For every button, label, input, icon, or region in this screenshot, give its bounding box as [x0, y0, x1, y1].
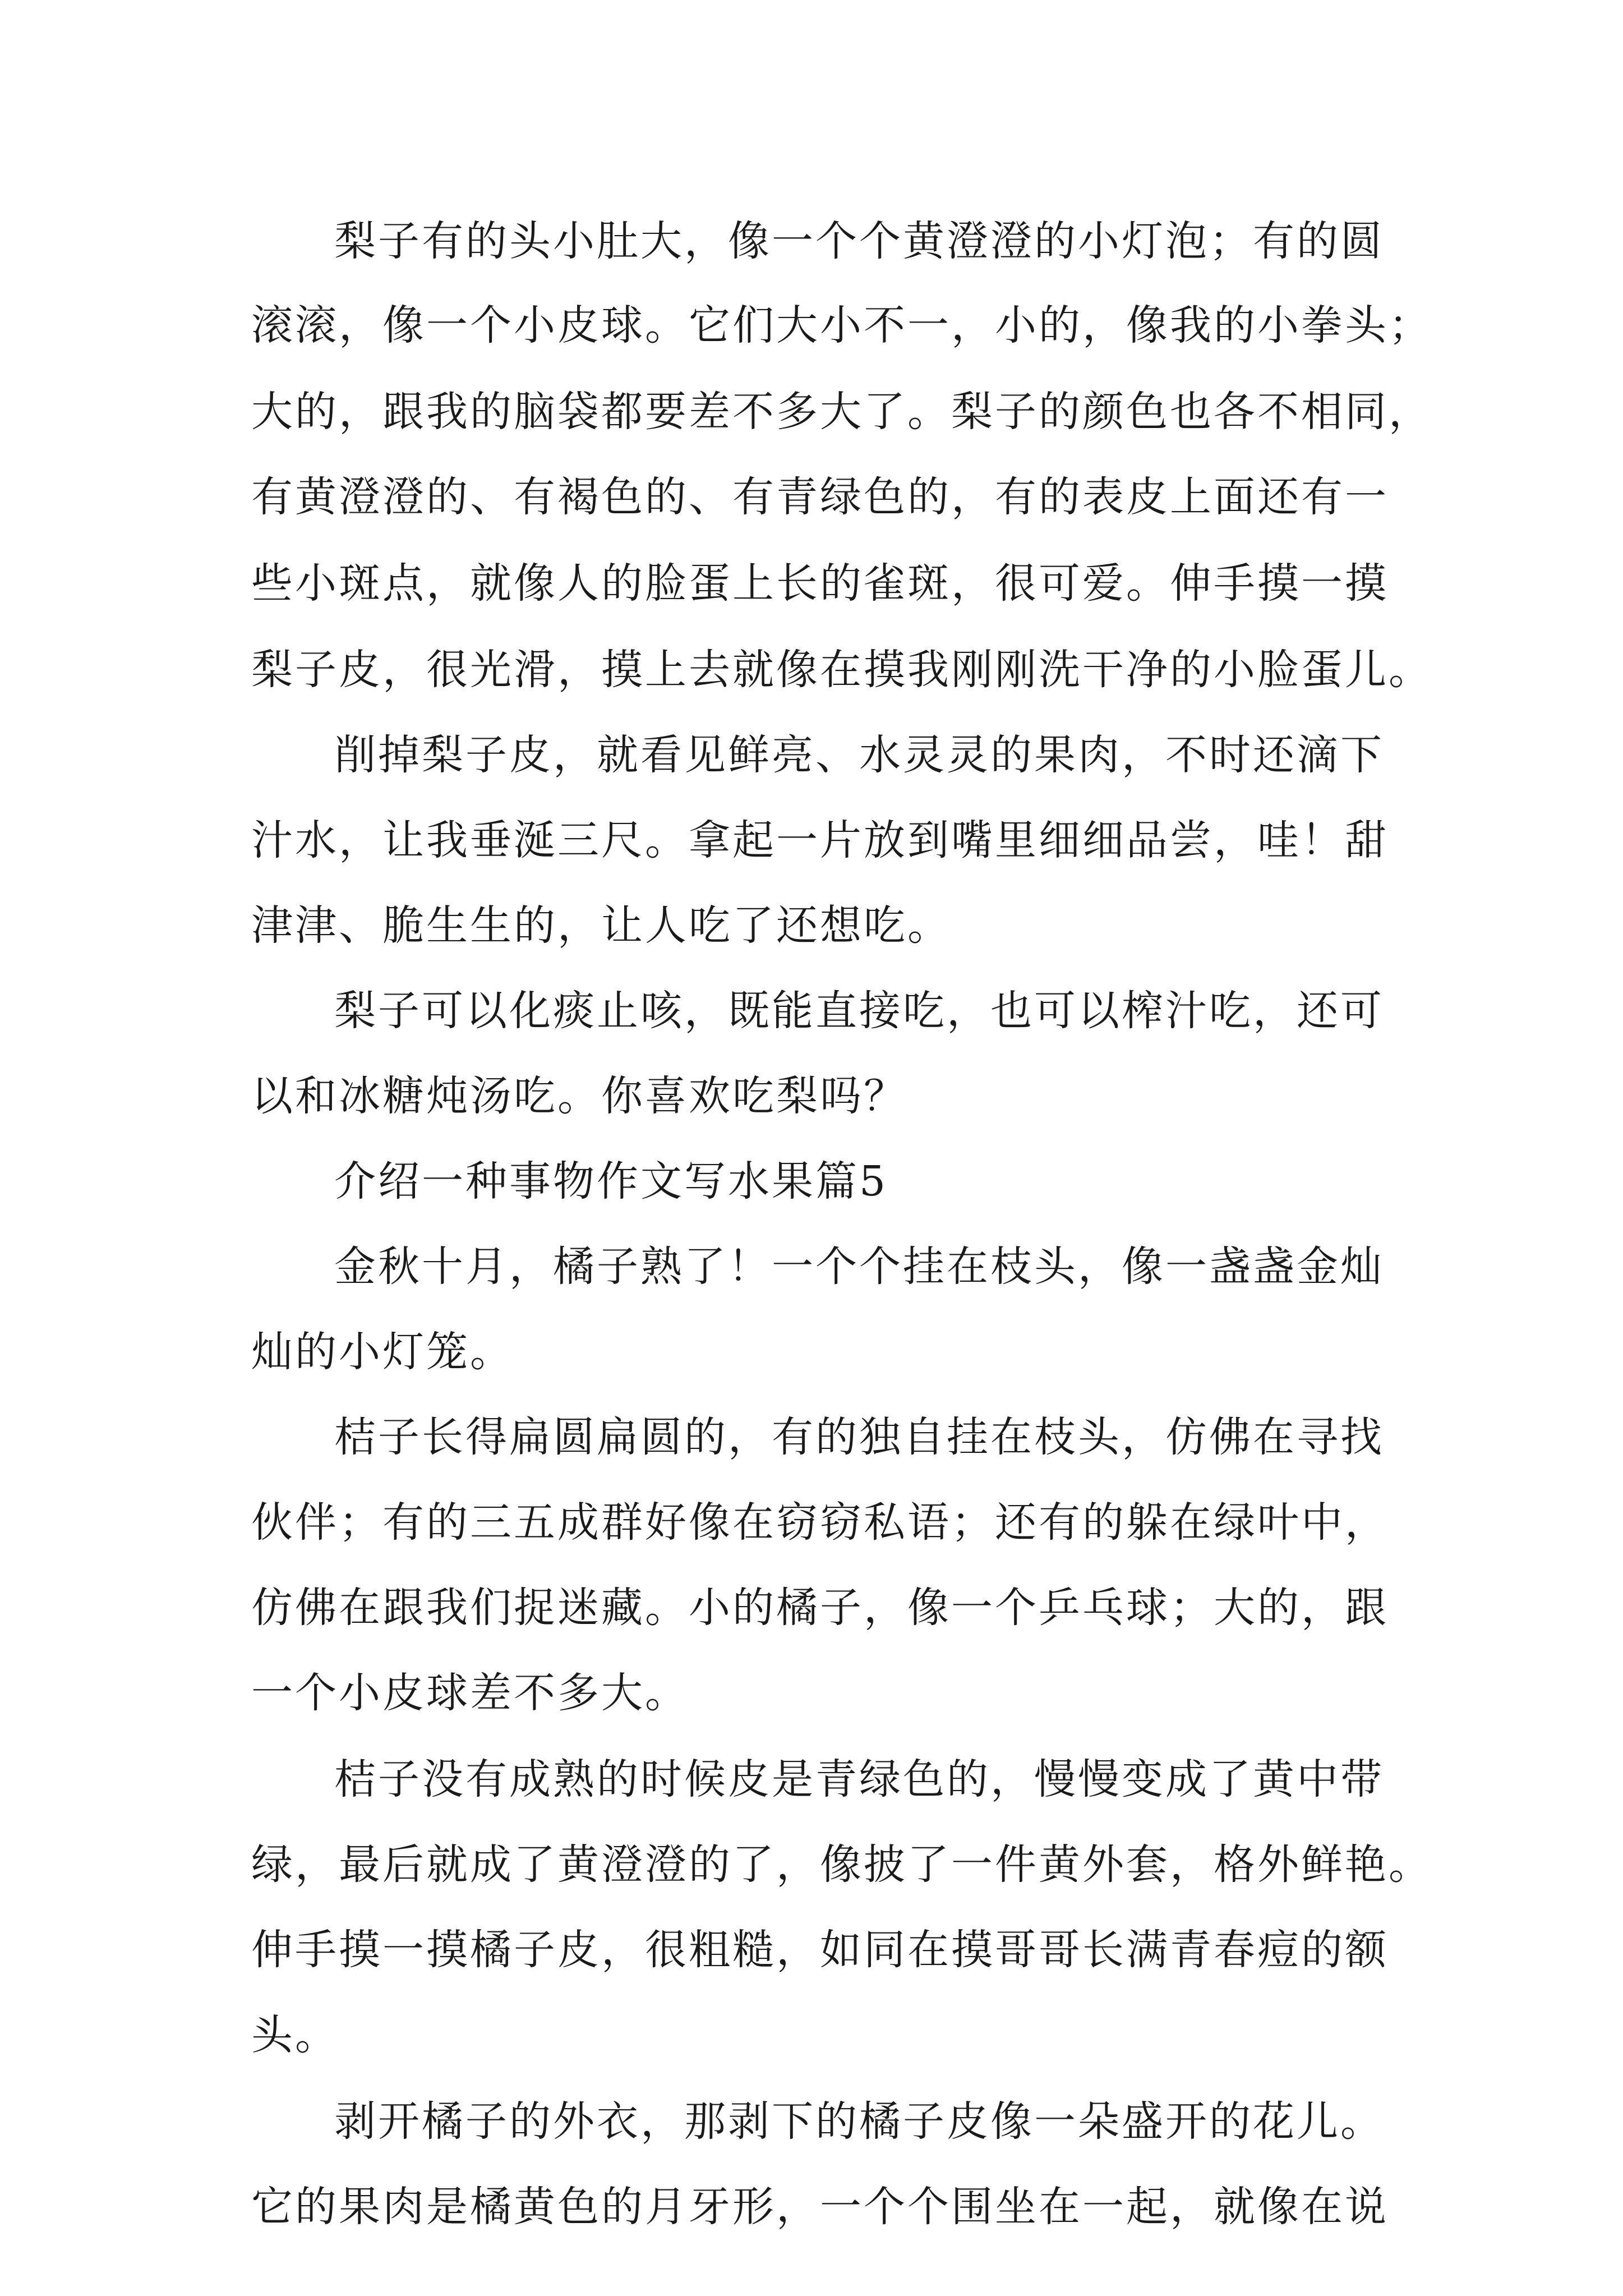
text-line: 头。	[251, 2011, 339, 2059]
text-line: 绿，最后就成了黄澄澄的了，像披了一件黄外套，格外鲜艳。	[251, 1841, 1432, 1889]
text-line: 伙伴；有的三五成群好像在窃窃私语；还有的躲在绿叶中，	[251, 1498, 1389, 1547]
text-line: 些小斑点，就像人的脸蛋上长的雀斑，很可爱。伸手摸一摸	[251, 559, 1389, 608]
text-line: 削掉梨子皮，就看见鲜亮、水灵灵的果肉，不时还滴下	[334, 731, 1384, 779]
text-line: 金秋十月，橘子熟了！一个个挂在枝头，像一盏盏金灿	[334, 1243, 1384, 1291]
text-line: 它的果肉是橘黄色的月牙形，一个个围坐在一起，就像在说	[251, 2183, 1389, 2231]
text-line: 伸手摸一摸橘子皮，很粗糙，如同在摸哥哥长满青春痘的额	[251, 1926, 1389, 1974]
text-line: 有黄澄澄的、有褐色的、有青绿色的，有的表皮上面还有一	[251, 473, 1389, 521]
text-line: 大的，跟我的脑袋都要差不多大了。梨子的颜色也各不相同，	[251, 388, 1432, 436]
text-line: 汁水，让我垂涎三尺。拿起一片放到嘴里细细品尝，哇！甜	[251, 816, 1389, 864]
text-line: 滚滚，像一个小皮球。它们大小不一，小的，像我的小拳头；	[251, 301, 1432, 349]
text-line: 剥开橘子的外衣，那剥下的橘子皮像一朵盛开的花儿。	[334, 2097, 1384, 2146]
text-line: 桔子长得扁圆扁圆的，有的独自挂在枝头，仿佛在寻找	[334, 1413, 1384, 1461]
text-line: 一个小皮球差不多大。	[251, 1669, 689, 1717]
text-line: 津津、脆生生的，让人吃了还想吃。	[251, 901, 951, 950]
text-line: 梨子可以化痰止咳，既能直接吃，也可以榨汁吃，还可	[334, 987, 1384, 1035]
text-line: 灿的小灯笼。	[251, 1328, 514, 1376]
text-line: 仿佛在跟我们捉迷藏。小的橘子，像一个乒乓球；大的，跟	[251, 1584, 1389, 1632]
text-line: 梨子皮，很光滑，摸上去就像在摸我刚刚洗干净的小脸蛋儿。	[251, 646, 1432, 694]
section-heading: 介绍一种事物作文写水果篇5	[334, 1157, 888, 1205]
text-line: 梨子有的头小肚大，像一个个黄澄澄的小灯泡；有的圆	[334, 217, 1384, 265]
text-line: 以和冰糖炖汤吃。你喜欢吃梨吗？	[251, 1072, 907, 1120]
text-line: 桔子没有成熟的时候皮是青绿色的，慢慢变成了黄中带	[334, 1755, 1384, 1803]
